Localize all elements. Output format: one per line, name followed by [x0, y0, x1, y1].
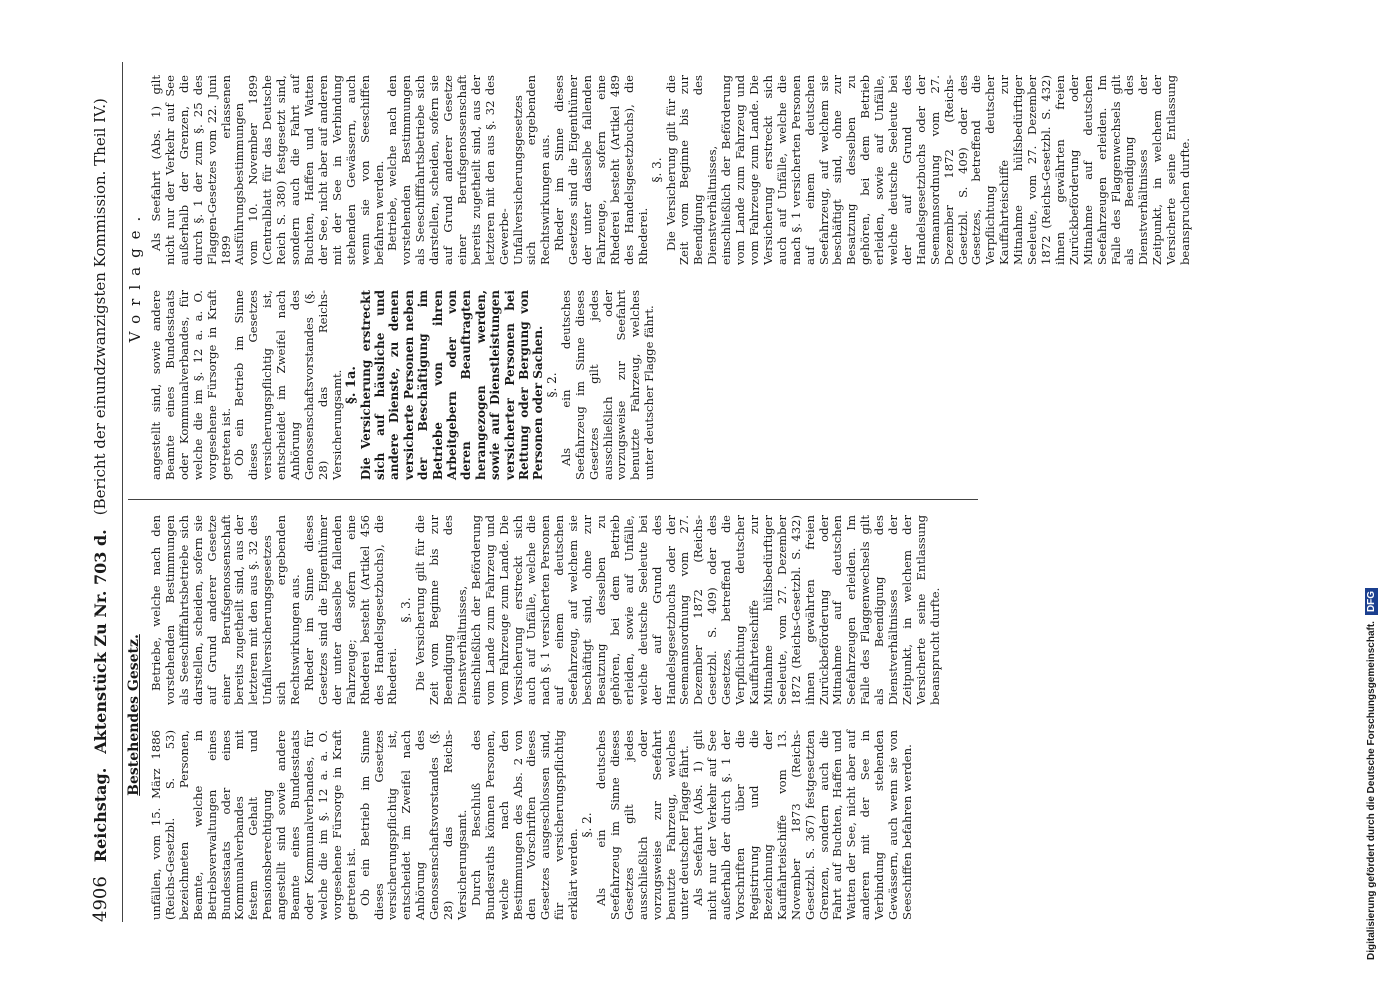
paragraph: Als Seefahrt (Abs. 1) gilt nicht nur der Verkehr auf See außerhalb der Grenzen, die durch §. 1 der zum §. 25 des Flaggen-Gesetzes vom 22. Juni 1899 erlassenen Ausführungsbestimmungen vom 10. November 1899 (Centralblatt für das Deutsche Reich S. 380) festgesetzt sind, sondern auch die Fahrt auf Buchten, Haffen und Watten der See, nicht aber auf anderen mit der See in Verbindung stehenden Gewässern, auch wenn sie von Seeschiffen befahren werden.: [149, 75, 386, 265]
paragraph: Ob ein Betrieb im Sinne dieses Gesetzes versicherungspflichtig ist, entscheidet im Zweifel nach Anhörung des Genossenschaftsvorstandes (§. 28) das Reichs-Versicherungsamt.: [232, 290, 344, 480]
dfg-logo: DFG: [1365, 588, 1378, 615]
paragraph: Rheder im Sinne dieses Gesetzes sind die Eigenthümer der unter dasselbe fallenden Fahrzeuge, sofern eine Rhederei besteht (Artikel 489 des Handelsgesetzbuchs), die Rhederei.: [552, 75, 650, 265]
existing-law-column-2: [150, 515, 943, 705]
paragraph: Durch Beschluß des Bundesraths können Personen, welche nach den Bestimmungen des Abs. 2 von den Vorschriften dieses Gesetzes ausgeschlossen sind, für versicherungspflichtig erklärt werden.: [468, 730, 581, 920]
existing-law-column-1: [150, 730, 915, 920]
header-rule: [122, 62, 123, 922]
paragraph: Als ein deutsches Seefahrzeug im Sinne dieses Gesetzes gilt jedes ausschließlich oder vorzugsweise zur Seefahrt benutzte Fahrzeug, welches unter deutscher Flagge fährt.: [594, 730, 692, 920]
proposal-column-1: [150, 290, 657, 480]
running-title: Reichstag.: [90, 767, 110, 863]
paragraph: Ob ein Betrieb im Sinne dieses Gesetzes versicherungspflichtig ist, entscheidet im Zweifel nach Anhörung des Genossenschaftsvorstandes (§. 28) das Reichs-Versicherungsamt.: [357, 730, 469, 920]
paragraph: Betriebe, welche nach den vorstehenden Bestimmungen als Seeschifffahrtsbetriebe sich darstellen, scheiden, sofern sie auf Grund anderer Gesetze einer Berufsgenossenschaft bereits zugetheilt sind, aus der letzteren mit den aus §. 32 des Gewerbe-Unfallversicherungsgesetzes sich ergebenden Rechtswirkungen aus.: [385, 75, 553, 265]
section-heading-existing-law: Bestehendes Gesetz.: [126, 634, 142, 796]
center-divider: [128, 499, 978, 500]
report-reference: (Bericht der einundzwanzigsten Kommission. Theil IV.): [91, 98, 109, 516]
new-provision-bold: Die Versicherung erstreckt sich auf häusliche und andere Dienste, zu denen versicherte Personen neben der Beschäftigung im Betriebe von ihren Arbeitgebern oder von deren Beauftragten herangezogen werden, sowie auf Dienstleistungen versicherter Personen bei Rettung oder Bergung von Personen oder Sachen.: [358, 290, 546, 480]
paragraph: Als Seefahrt (Abs. 1) gilt nicht nur der Verkehr auf See außerhalb der durch §. 1 der Vorschriften über die Registrirung und die Bezeichnung der Kauffahrteischiffe vom 13. November 1873 (Reichs-Gesetzbl. S. 367) festgesetzten Grenzen, sondern auch die Fahrt auf Buchten, Haffen und Watten der See, nicht aber auf anderen mit der See in Verbindung stehenden Gewässern, auch wenn sie von Seeschiffen befahren werden.: [691, 730, 914, 920]
paragraph: Die Versicherung gilt für die Zeit vom Beginne bis zur Beendigung des Dienstverhältnisses, einschließlich der Beförderung vom Lande zum Fahrzeug und vom Fahrzeuge zum Lande. Die Versicherung erstreckt sich auch auf Unfälle, welche die nach §. 1 versicherten Personen auf einem deutschen Seefahrzeug, auf welchem sie beschäftigt sind, ohne zur Besatzung desselben zu gehören, bei dem Betrieb erleiden, sowie auf Unfälle, welche deutsche Seeleute bei der auf Grund des Handelsgesetzbuchs oder der Seemannsordnung vom 27. Dezember 1872 (Reichs-Gesetzbl. S. 409) oder des Gesetzes, betreffend die Verpflichtung deutscher Kauffahrteischiffe zur Mitnahme hülfsbedürftiger Seeleute, vom 27. Dezember 1872 (Reichs-Gesetzbl. S. 432) ihnen gewährten freien Zurückbeförderung oder Mitnahme auf deutschen Seefahrzeugen erleiden. Im Falle des Flaggenwechsels gilt als Beendigung des Dienstverhältnisses der Zeitpunkt, in welchem der Versicherte seine Entlassung beanspruchen durfte.: [663, 75, 1193, 265]
section-heading-proposal: Vorlage.: [126, 207, 144, 343]
akten-reference: Aktenstück Zu Nr. 703 d.: [90, 529, 110, 754]
paragraph: Betriebe, welche nach den vorstehenden Bestimmungen als Seeschifffahrtsbetriebe sich darstellen, scheiden, sofern sie auf Grund anderer Gesetze einer Berufsgenossenschaft bereits zugetheilt sind, aus der letzteren mit den aus §. 32 des Unfallversicherungsgesetzes sich ergebenden Rechtswirkungen aus.: [149, 515, 303, 705]
paragraph: Rheder im Sinne dieses Gesetzes sind die Eigenthümer der unter dasselbe fallenden Fahrzeuge; sofern eine Rhederei besteht (Artikel 456 des Handelsgesetzbuchs), die Rhederei.: [301, 515, 400, 705]
section-number: §. 3.: [649, 157, 664, 183]
proposal-column-2: [150, 75, 1193, 265]
page-header: [80, 62, 120, 922]
digitization-note: [1365, 30, 1378, 960]
section-number: §. 2.: [544, 372, 559, 398]
paragraph: Die Versicherung gilt für die Zeit vom Beginne bis zur Beendigung des Dienstverhältnisses, einschließlich der Beförderung vom Lande zum Fahrzeug und vom Fahrzeuge zum Lande. Die Versicherung erstreckt sich auch auf Unfälle, welche die nach §. 1 versicherten Personen auf einem deutschen Seefahrzeug, auf welchem sie beschäftigt sind, ohne zur Besatzung desselben zu gehören, bei dem Betrieb erleiden, sowie auf Unfälle, welche deutsche Seeleute bei der auf Grund des Handelsgesetzbuchs oder der Seemannsordnung vom 27. Dezember 1872 (Reichs-Gesetzbl. S. 409) oder des Gesetzes, betreffend die Verpflichtung deutscher Kauffahrteischiffe zur Mitnahme hülfsbedürftiger Seeleute, vom 27. Dezember 1872 (Reichs-Gesetzbl. S. 432) ihnen gewährten freien Zurückbeförderung oder Mitnahme auf deutschen Seefahrzeugen erleiden. Im Falle des Flaggenwechsels gilt als Beendigung des Dienstverhältnisses der Zeitpunkt, in welchem der Versicherte seine Entlassung beansprucht durfte.: [413, 515, 942, 705]
section-number: §. 2.: [580, 812, 595, 838]
paragraph: Als ein deutsches Seefahrzeug im Sinne dieses Gesetzes gilt jedes ausschließlich oder vorzugsweise zur Seefahrt benutzte Fahrzeug, welches unter deutscher Flagge fährt.: [558, 290, 657, 480]
page-number: 4906: [89, 876, 111, 922]
paragraph: unfällen, vom 15. März 1886 (Reichs-Gesetzbl. S. 53) bezeichneten Personen, Beamte, welche in Betriebsverwaltungen eines Bundesstaats oder eines Kommunalverbandes mit festem Gehalt und Pensionsberechtigung angestellt sind sowie andere Beamte eines Bundesstaats oder Kommunalverbandes, für welche die im §. 12 a. a. O. vorgesehene Fürsorge in Kraft getreten ist.: [149, 730, 358, 920]
funding-text: Digitalisierung gefördert durch die Deutsche Forschungsgemeinschaft.: [1366, 621, 1377, 960]
section-number: §. 3.: [399, 597, 414, 623]
section-number: §. 1a.: [343, 366, 359, 404]
paragraph: angestellt sind, sowie andere Beamte eines Bundesstaats oder Kommunalverbandes, für welche die im §. 12 a. a. O. vorgesehene Fürsorge in Kraft getreten ist.: [149, 290, 233, 480]
